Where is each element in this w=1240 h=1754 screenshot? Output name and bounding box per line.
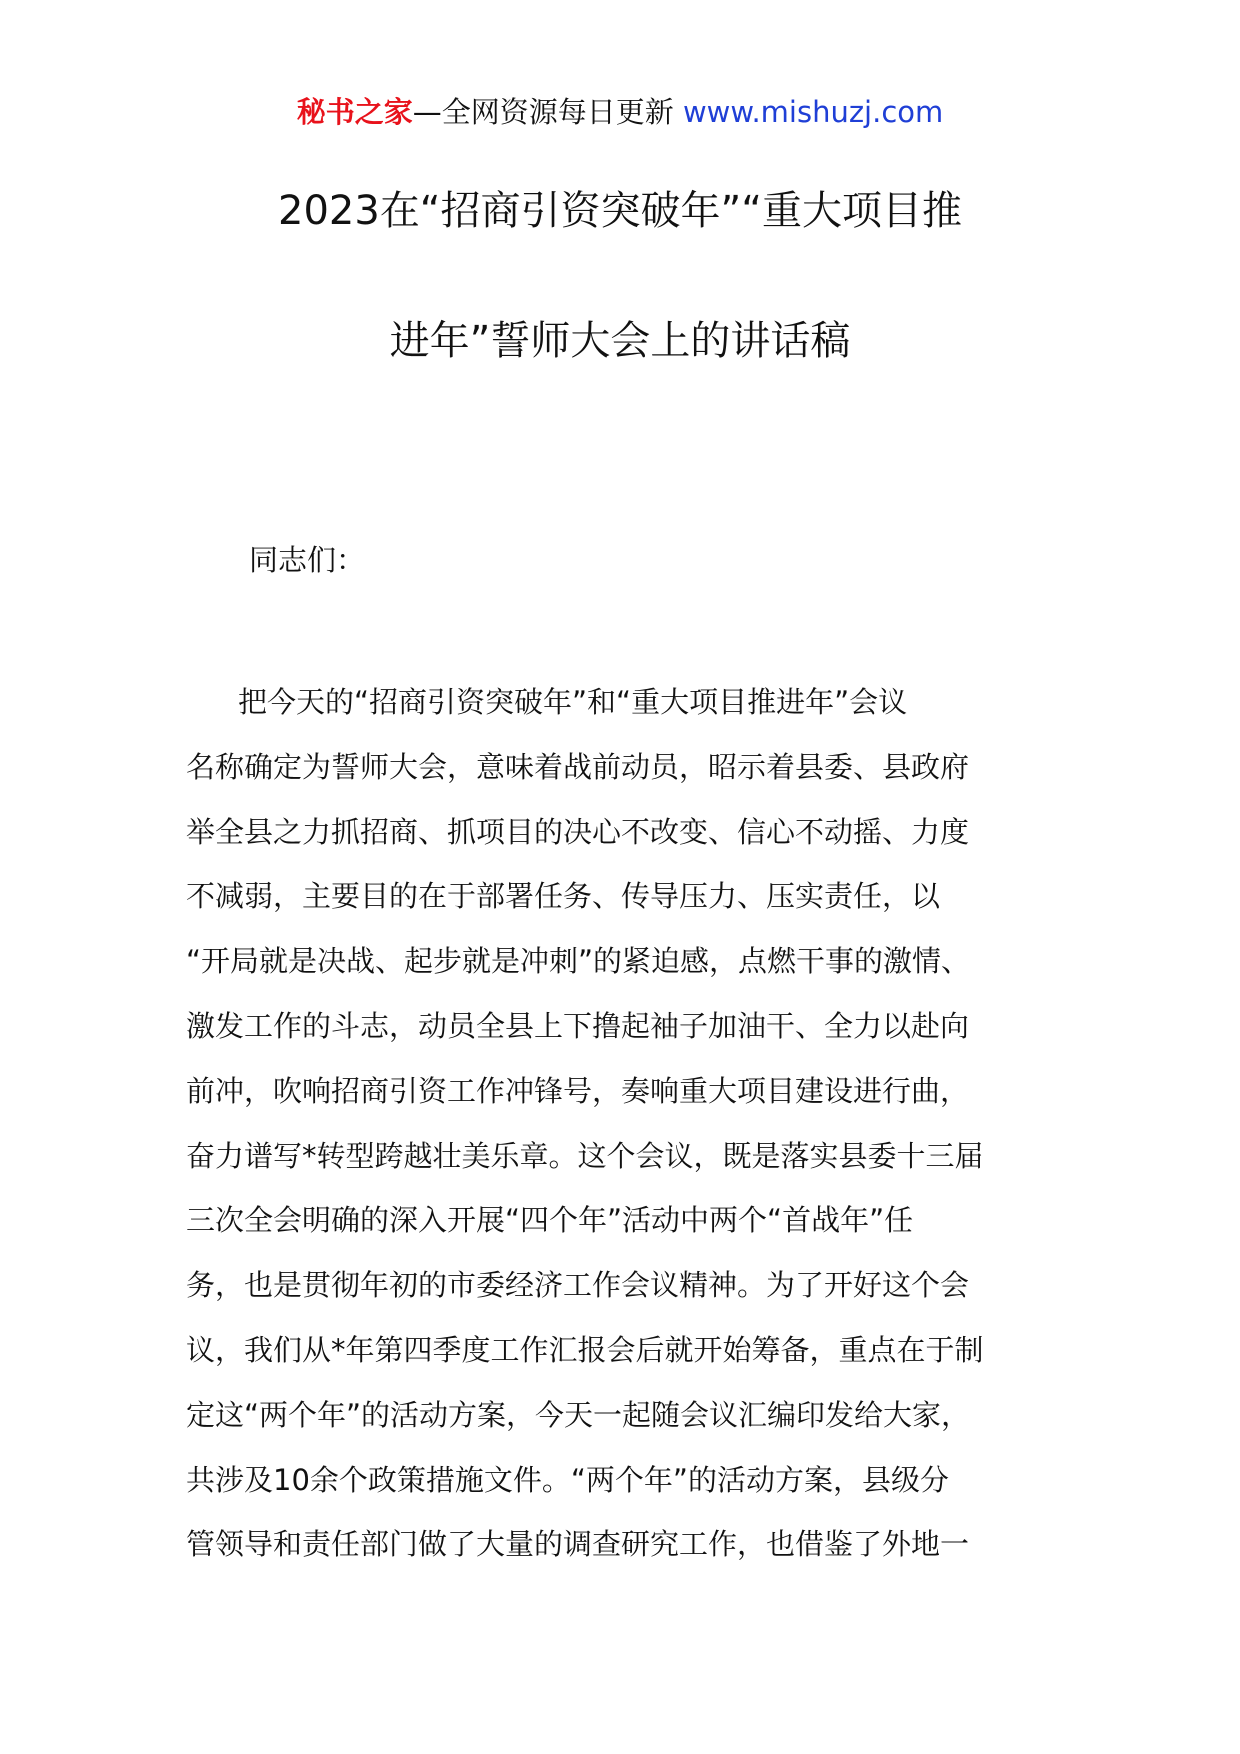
body-line: 激发工作的斗志，动员全县上下撸起袖子加油干、全力以赴向 [186, 1008, 970, 1043]
body-line: 把今天的“招商引资突破年”和“重大项目推进年”会议 [180, 685, 908, 719]
header-tagline: —全网资源每日更新 [412, 95, 683, 129]
body-paragraph [180, 670, 1086, 1577]
body-line: 前冲，吹响招商引资工作冲锋号，奏响重大项目建设进行曲， [186, 1073, 970, 1108]
salutation: 同志们： [249, 543, 366, 577]
body-line: 不减弱，主要目的在于部署任务、传导压力、压实责任，以 [186, 879, 941, 914]
body-line: 三次全会明确的深入开展“四个年”活动中两个“首战年”任 [186, 1203, 914, 1238]
title-line-2: 进年”誓师大会上的讲话稿 [389, 318, 851, 364]
body-line: 名称确定为誓师大会，意味着战前动员，昭示着县委、县政府 [186, 749, 970, 784]
site-url-link[interactable]: www.mishuzj.com [682, 95, 944, 129]
body-line: “开局就是决战、起步就是冲刺”的紧迫感，点燃干事的激情、 [186, 944, 971, 979]
body-line: 共涉及10余个政策措施文件。“两个年”的活动方案，县级分 [186, 1462, 949, 1497]
body-line: 定这“两个年”的活动方案，今天一起随会议汇编印发给大家， [186, 1397, 971, 1432]
body-line: 议，我们从*年第四季度工作汇报会后就开始筹备，重点在于制 [186, 1332, 984, 1367]
body-line: 奋力谱写*转型跨越壮美乐章。这个会议，既是落实县委十三届 [186, 1138, 984, 1173]
site-header [0, 92, 1240, 132]
body-line: 务，也是贯彻年初的市委经济工作会议精神。为了开好这个会 [186, 1268, 970, 1303]
document-title [150, 186, 1090, 416]
brand-name: 秘书之家 [296, 95, 413, 129]
body-line: 举全县之力抓招商、抓项目的决心不改变、信心不动摇、力度 [186, 814, 970, 849]
body-line: 管领导和责任部门做了大量的调查研究工作，也借鉴了外地一 [186, 1527, 970, 1562]
title-line-1: 2023在“招商引资突破年”“重大项目推 [278, 188, 962, 234]
